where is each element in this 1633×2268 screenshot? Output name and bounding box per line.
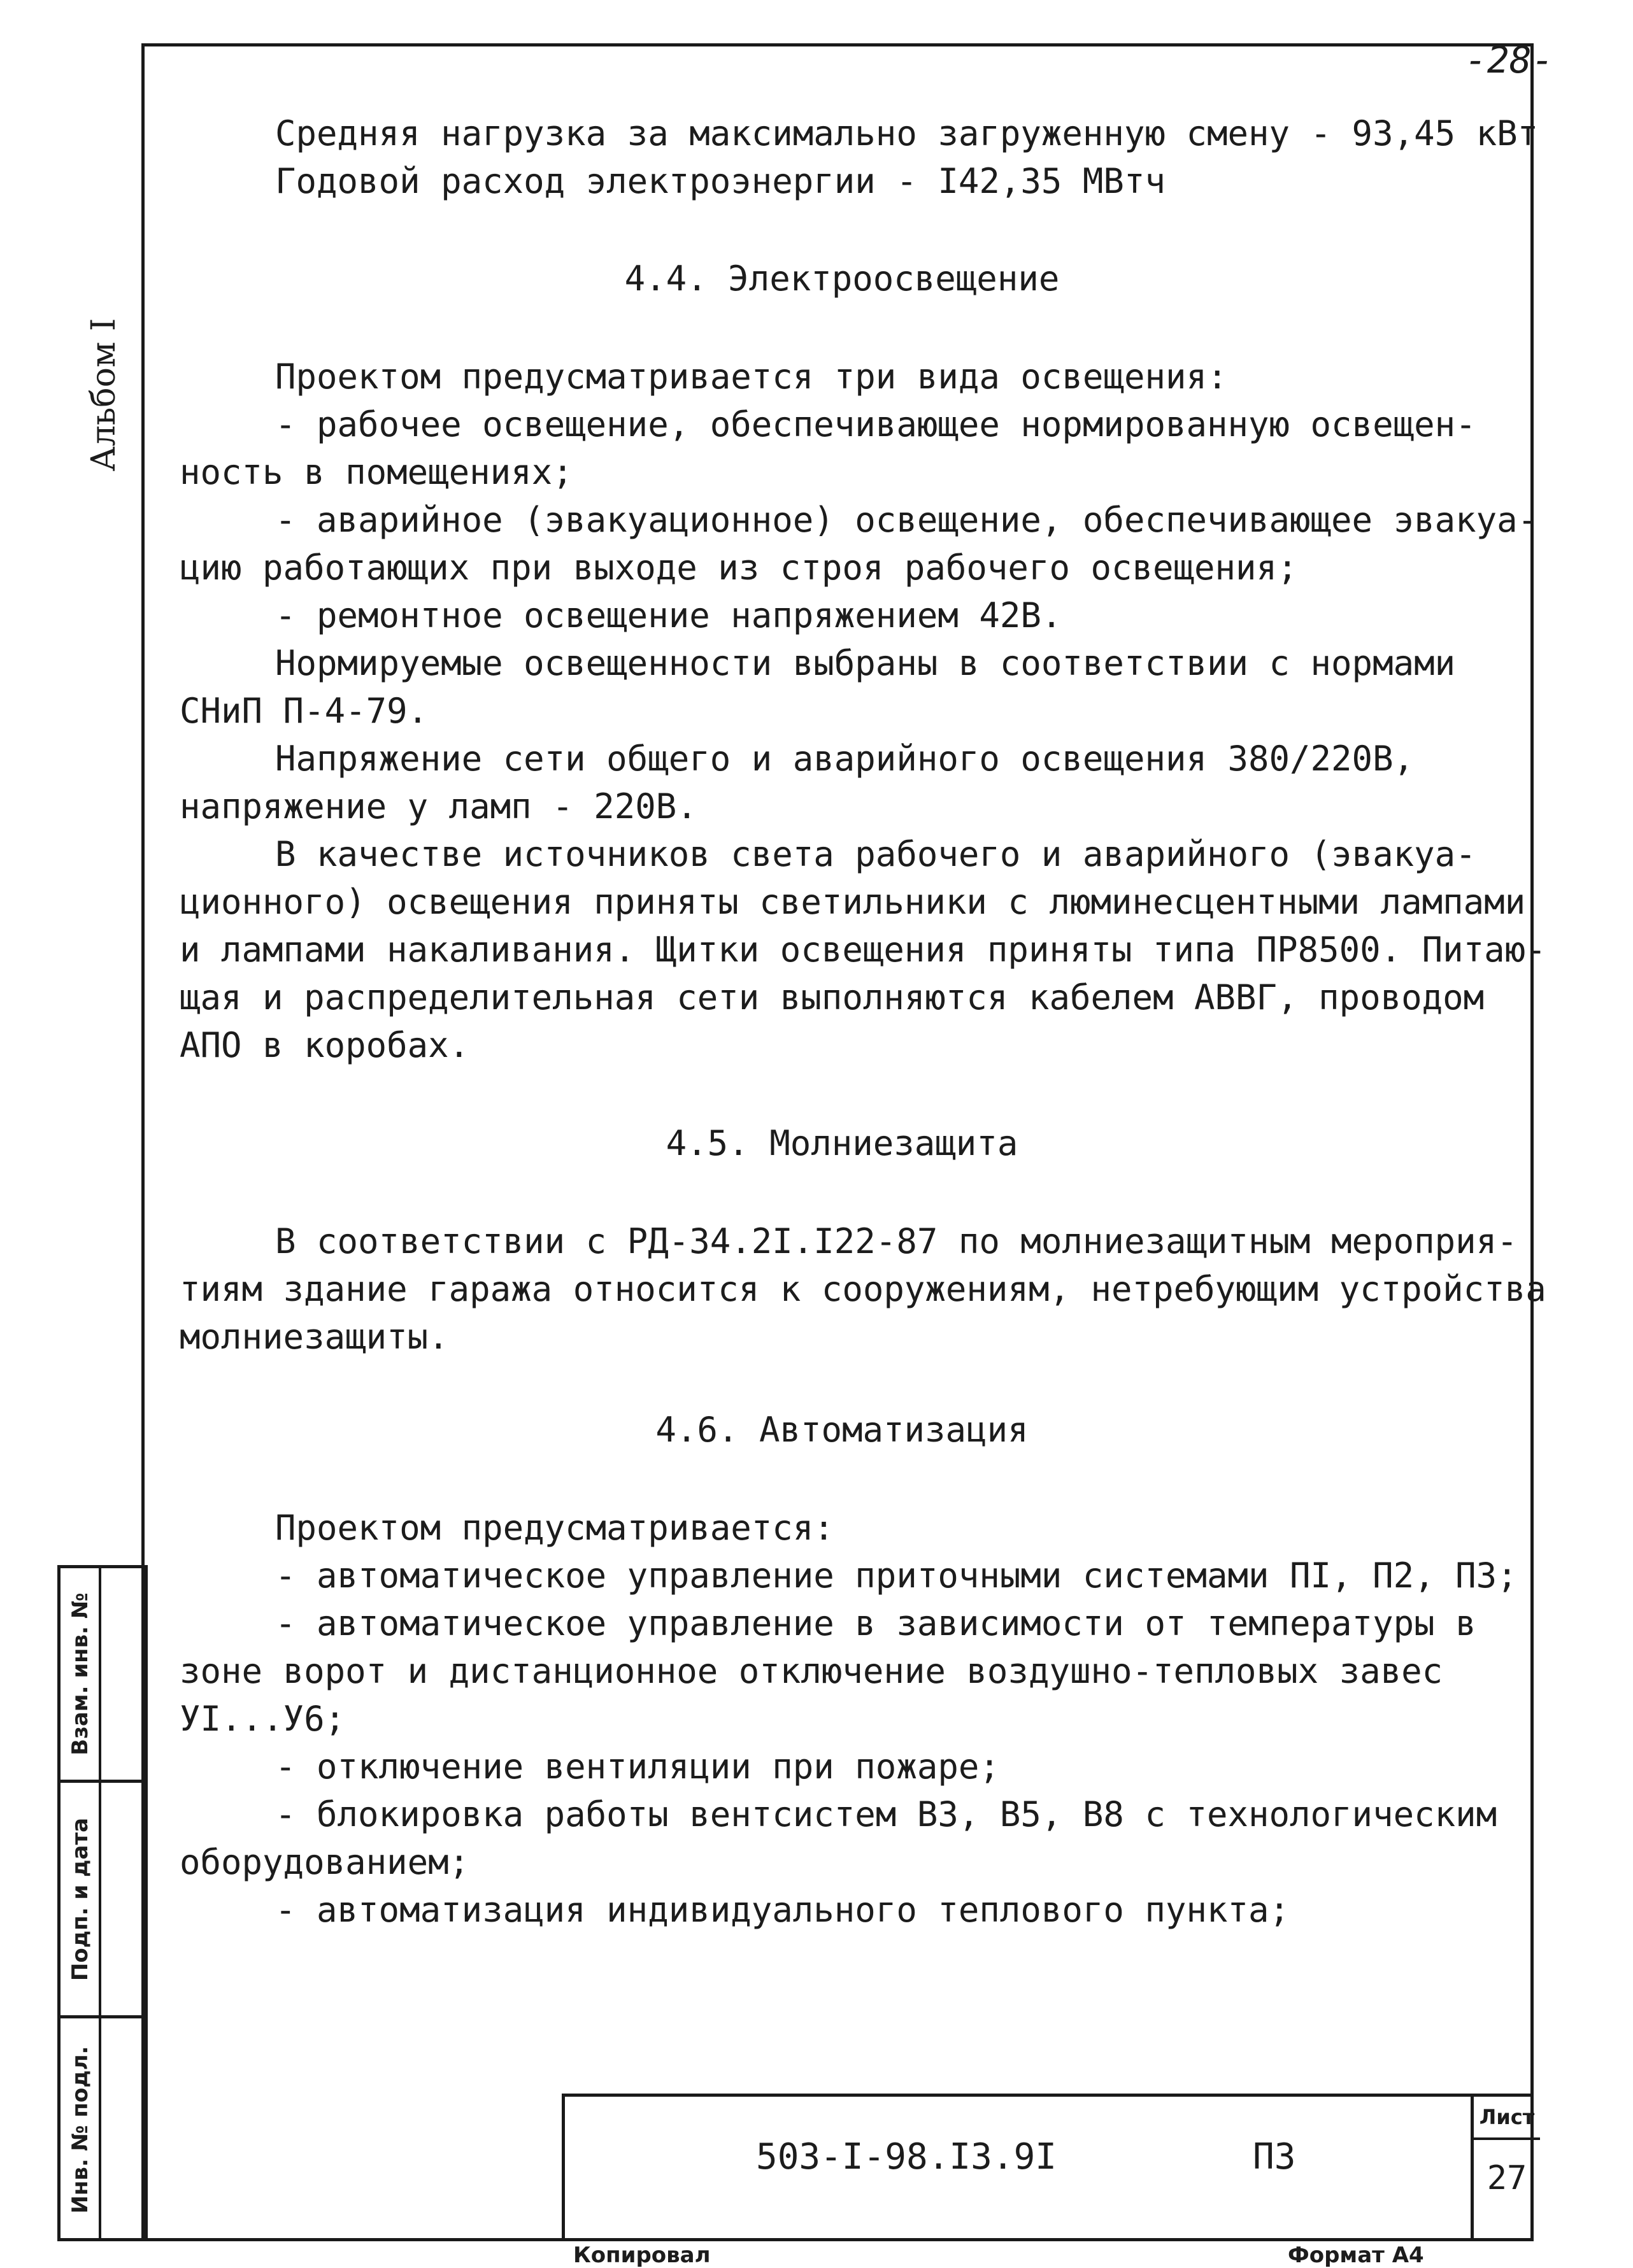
section-heading-4-4: 4.4. Электроосвещение: [624, 259, 1060, 299]
text-line: оборудованием;: [180, 1842, 470, 1882]
text-line: - аварийное (эвакуационное) освещение, обеспечивающее эвакуа-: [275, 500, 1539, 540]
section-heading-4-5: 4.5. Молниезащита: [666, 1123, 1018, 1163]
footer-copied: Копировал: [573, 2243, 711, 2268]
stamp-inv-podl: Инв. № подл.: [68, 2046, 93, 2214]
text-line: и лампами накаливания. Щитки освещения приняты типа ПР8500. Питаю-: [180, 930, 1546, 970]
stamp-divider: [99, 1568, 101, 2238]
sheet-label: Лист: [1474, 2097, 1540, 2140]
text-line: - отключение вентиляции при пожаре;: [275, 1747, 1000, 1787]
stamp-vzam-inv: Взам. инв. №: [68, 1592, 93, 1755]
text-line: - автоматическое управление в зависимости от температуры в: [275, 1603, 1476, 1643]
text-line: В качестве источников света рабочего и аварийного (эвакуа-: [275, 834, 1476, 874]
text-line: Средняя нагрузка за максимально загруженную смену - 93,45 кВт: [275, 113, 1539, 153]
sheet-number: 27: [1487, 2159, 1527, 2197]
text-line: - рабочее освещение, обеспечивающее нормированную освещен-: [275, 404, 1476, 444]
text-line: СНиП П-4-79.: [180, 691, 429, 731]
album-label-text: Альбом I: [85, 318, 123, 472]
text-line: зоне ворот и дистанционное отключение воздушно-тепловых завес: [180, 1651, 1443, 1691]
text-line: - блокировка работы вентсистем В3, В5, В8 с технологическим: [275, 1794, 1497, 1834]
text-line: В соответствии с РД-34.2I.I22-87 по молниезащитным мероприя-: [275, 1221, 1518, 1261]
sheet-cell: [1471, 2097, 1540, 2241]
text-line: - автоматическое управление приточными системами ПI, П2, П3;: [275, 1556, 1518, 1596]
text-line: напряжение у ламп - 220В.: [180, 786, 697, 826]
stamp-podp-data: Подп. и дата: [68, 1817, 93, 1981]
text-line: - автоматизация индивидуального теплового пункта;: [275, 1890, 1290, 1930]
album-label: [82, 299, 126, 490]
text-line: ность в помещениях;: [180, 452, 573, 492]
document-type: ПЗ: [1253, 2136, 1296, 2178]
footer-format: Формат А4: [1288, 2243, 1424, 2268]
text-line: тиям здание гаража относится к сооружениям, нетребующим устройства: [180, 1269, 1546, 1309]
page-number-mark: -28-: [1465, 38, 1554, 82]
text-line: Напряжение сети общего и аварийного освещения 380/220В,: [275, 739, 1415, 779]
title-block: [562, 2094, 1534, 2241]
text-line: Проектом предусматривается три вида освещения:: [275, 357, 1228, 397]
section-heading-4-6: 4.6. Автоматизация: [655, 1410, 1029, 1450]
text-line: Нормируемые освещенности выбраны в соответствии с нормами: [275, 643, 1456, 683]
text-line: Годовой расход электроэнергии - I42,35 МВтч: [275, 161, 1166, 201]
side-stamp: [57, 1565, 148, 2241]
text-line: - ремонтное освещение напряжением 42В.: [275, 595, 1062, 635]
document-code: 503-I-98.I3.9I: [756, 2136, 1057, 2178]
text-line: Проектом предусматривается:: [275, 1508, 834, 1548]
text-line: АПО в коробах.: [180, 1025, 470, 1065]
text-line: молниезащиты.: [180, 1317, 449, 1357]
text-line: УI...У6;: [180, 1699, 346, 1739]
text-line: ционного) освещения приняты светильники с люминесцентными лампами: [180, 882, 1526, 922]
text-line: щая и распределительная сети выполняются кабелем АВВГ, проводом: [180, 977, 1485, 1017]
text-line: цию работающих при выходе из строя рабочего освещения;: [180, 548, 1298, 588]
